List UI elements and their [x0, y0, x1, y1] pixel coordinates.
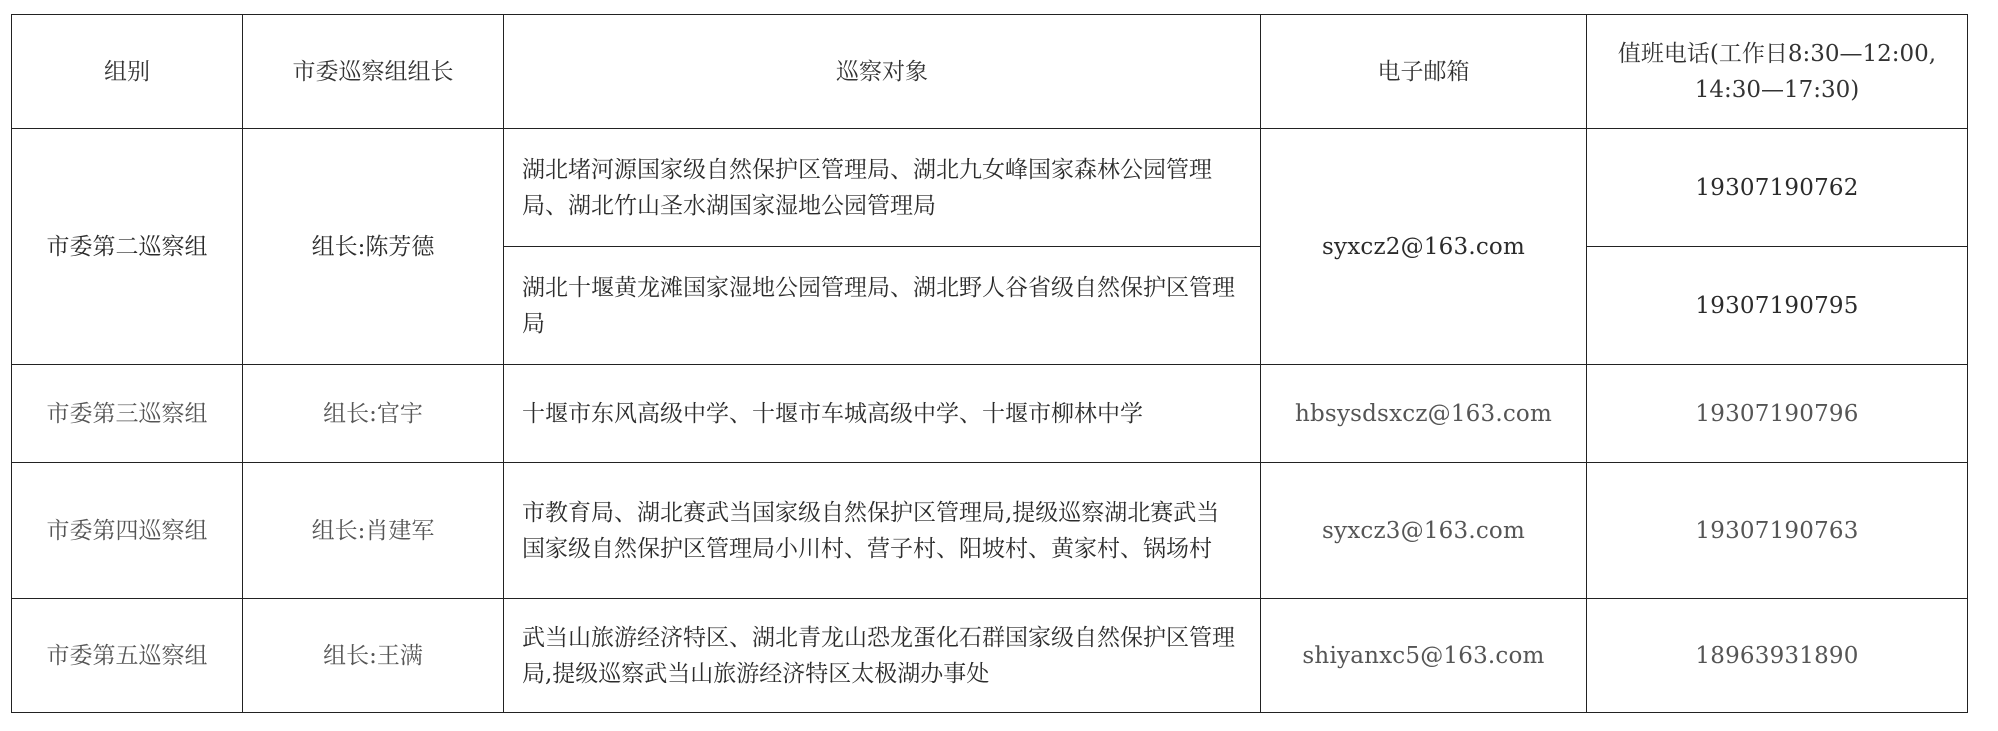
phone-cell: 19307190795 — [1587, 247, 1968, 365]
phone-cell: 19307190763 — [1587, 463, 1968, 599]
header-email: 电子邮箱 — [1261, 15, 1587, 129]
table-row — [12, 365, 1968, 463]
inspection-roster-table — [11, 14, 1968, 713]
leader-cell: 组长:王满 — [243, 599, 504, 713]
email-cell: shiyanxc5@163.com — [1261, 599, 1587, 713]
leader-cell: 组长:肖建军 — [243, 463, 504, 599]
target-cell: 市教育局、湖北赛武当国家级自然保护区管理局,提级巡察湖北赛武当国家级自然保护区管理局小川村、营子村、阳坡村、黄家村、锅场村 — [504, 463, 1261, 599]
table-row — [12, 129, 1968, 247]
target-cell: 武当山旅游经济特区、湖北青龙山恐龙蛋化石群国家级自然保护区管理局,提级巡察武当山旅游经济特区太极湖办事处 — [504, 599, 1261, 713]
email-cell: syxcz3@163.com — [1261, 463, 1587, 599]
leader-cell: 组长:陈芳德 — [243, 129, 504, 365]
header-phone-line1: 值班电话(工作日8:30—12:00, — [1617, 40, 1937, 67]
email-cell: syxcz2@163.com — [1261, 129, 1587, 365]
email-cell: hbsysdsxcz@163.com — [1261, 365, 1587, 463]
phone-cell: 19307190762 — [1587, 129, 1968, 247]
leader-cell: 组长:官宇 — [243, 365, 504, 463]
table-row — [12, 599, 1968, 713]
group-cell: 市委第二巡察组 — [12, 129, 243, 365]
phone-cell: 18963931890 — [1587, 599, 1968, 713]
header-phone — [1587, 15, 1968, 129]
header-target: 巡察对象 — [504, 15, 1261, 129]
table-header-row — [12, 15, 1968, 129]
group-cell: 市委第五巡察组 — [12, 599, 243, 713]
phone-cell: 19307190796 — [1587, 365, 1968, 463]
header-leader: 市委巡察组组长 — [243, 15, 504, 129]
target-cell: 十堰市东风高级中学、十堰市车城高级中学、十堰市柳林中学 — [504, 365, 1261, 463]
target-cell: 湖北十堰黄龙滩国家湿地公园管理局、湖北野人谷省级自然保护区管理局 — [504, 247, 1261, 365]
table-row — [12, 463, 1968, 599]
group-cell: 市委第三巡察组 — [12, 365, 243, 463]
header-group: 组别 — [12, 15, 243, 129]
header-phone-line2: 14:30—17:30) — [1694, 76, 1860, 103]
group-cell: 市委第四巡察组 — [12, 463, 243, 599]
target-cell: 湖北堵河源国家级自然保护区管理局、湖北九女峰国家森林公园管理局、湖北竹山圣水湖国家湿地公园管理局 — [504, 129, 1261, 247]
